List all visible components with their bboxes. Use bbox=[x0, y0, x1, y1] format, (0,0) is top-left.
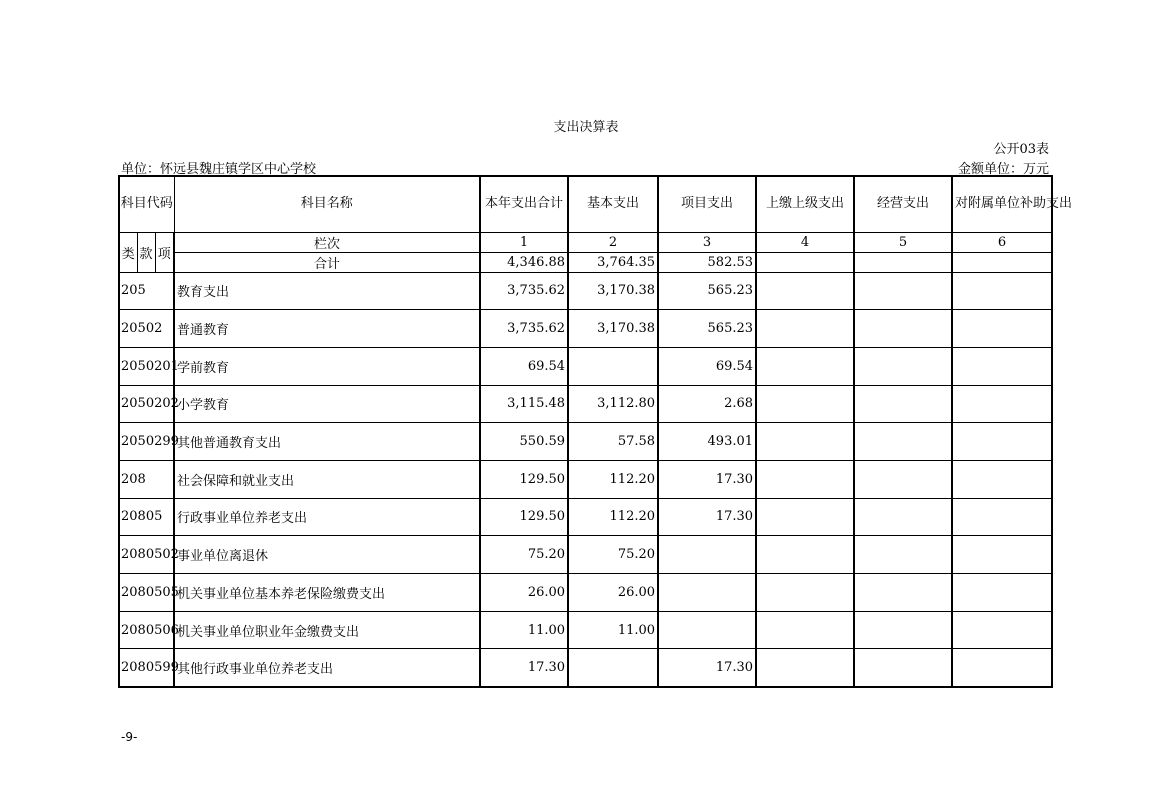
amount-cell bbox=[854, 310, 952, 348]
subject-code: 2080599 bbox=[119, 649, 174, 687]
subject-name: 普通教育 bbox=[174, 310, 480, 348]
column-number: 1 bbox=[480, 232, 568, 252]
column-index-label: 栏次 bbox=[174, 232, 480, 252]
total-value: 582.53 bbox=[658, 252, 756, 272]
subject-name: 教育支出 bbox=[174, 272, 480, 310]
amount-cell bbox=[854, 460, 952, 498]
amount-cell: 3,115.48 bbox=[480, 385, 568, 423]
header-xiang: 项 bbox=[155, 232, 174, 272]
amount-cell: 2.68 bbox=[658, 385, 756, 423]
amount-cell: 3,170.38 bbox=[568, 310, 658, 348]
amount-cell bbox=[568, 347, 658, 385]
amount-cell: 129.50 bbox=[480, 460, 568, 498]
amount-cell bbox=[952, 423, 1052, 461]
amount-cell bbox=[854, 385, 952, 423]
header-col-5: 经营支出 bbox=[854, 176, 952, 232]
amount-cell bbox=[756, 347, 854, 385]
header-subject-code: 科目代码 bbox=[119, 176, 174, 232]
amount-cell: 550.59 bbox=[480, 423, 568, 461]
header-lei: 类 bbox=[119, 232, 137, 272]
subject-name: 学前教育 bbox=[174, 347, 480, 385]
total-value: 4,346.88 bbox=[480, 252, 568, 272]
page-number: -9- bbox=[121, 730, 138, 744]
amount-cell bbox=[658, 536, 756, 574]
amount-cell bbox=[952, 574, 1052, 612]
amount-cell: 26.00 bbox=[568, 574, 658, 612]
amount-cell bbox=[658, 574, 756, 612]
subject-code: 205 bbox=[119, 272, 174, 310]
subject-code: 2050202 bbox=[119, 385, 174, 423]
amount-cell: 69.54 bbox=[658, 347, 756, 385]
subject-code: 208 bbox=[119, 460, 174, 498]
amount-cell bbox=[756, 385, 854, 423]
subject-name: 小学教育 bbox=[174, 385, 480, 423]
amount-cell bbox=[854, 498, 952, 536]
header-col-6: 对附属单位补助支出 bbox=[952, 176, 1052, 232]
table-row bbox=[119, 423, 1052, 461]
amount-unit: 金额单位：万元 bbox=[957, 162, 1049, 177]
subject-code: 20502 bbox=[119, 310, 174, 348]
subject-code: 2080505 bbox=[119, 574, 174, 612]
subject-name: 社会保障和就业支出 bbox=[174, 460, 480, 498]
column-number: 4 bbox=[756, 232, 854, 252]
column-number: 6 bbox=[952, 232, 1052, 252]
amount-cell: 112.20 bbox=[568, 460, 658, 498]
amount-cell bbox=[756, 423, 854, 461]
column-number: 3 bbox=[658, 232, 756, 252]
amount-cell bbox=[854, 347, 952, 385]
amount-cell: 17.30 bbox=[658, 460, 756, 498]
table-row bbox=[119, 347, 1052, 385]
amount-cell: 17.30 bbox=[658, 649, 756, 687]
table-row bbox=[119, 649, 1052, 687]
table-row bbox=[119, 272, 1052, 310]
total-value: 3,764.35 bbox=[568, 252, 658, 272]
amount-cell: 565.23 bbox=[658, 272, 756, 310]
table-row bbox=[119, 574, 1052, 612]
amount-cell: 17.30 bbox=[658, 498, 756, 536]
subject-name: 其他行政事业单位养老支出 bbox=[174, 649, 480, 687]
header-col-4: 上缴上级支出 bbox=[756, 176, 854, 232]
table-row bbox=[119, 536, 1052, 574]
amount-cell bbox=[952, 649, 1052, 687]
amount-cell: 75.20 bbox=[480, 536, 568, 574]
amount-cell: 3,735.62 bbox=[480, 272, 568, 310]
subject-code: 2050201 bbox=[119, 347, 174, 385]
table-row bbox=[119, 460, 1052, 498]
total-value bbox=[756, 252, 854, 272]
amount-cell: 57.58 bbox=[568, 423, 658, 461]
amount-cell: 112.20 bbox=[568, 498, 658, 536]
amount-cell bbox=[756, 460, 854, 498]
header-col-3: 项目支出 bbox=[658, 176, 756, 232]
table-row bbox=[119, 310, 1052, 348]
header-kuan: 款 bbox=[137, 232, 155, 272]
header-subject-name: 科目名称 bbox=[174, 176, 480, 232]
amount-cell: 129.50 bbox=[480, 498, 568, 536]
subject-code: 2050299 bbox=[119, 423, 174, 461]
amount-cell bbox=[756, 310, 854, 348]
amount-cell: 69.54 bbox=[480, 347, 568, 385]
subject-code: 2080506 bbox=[119, 611, 174, 649]
subject-name: 机关事业单位职业年金缴费支出 bbox=[174, 611, 480, 649]
amount-cell: 75.20 bbox=[568, 536, 658, 574]
amount-cell bbox=[756, 574, 854, 612]
header-col-1: 本年支出合计 bbox=[480, 176, 568, 232]
subject-code: 2080502 bbox=[119, 536, 174, 574]
subject-name: 机关事业单位基本养老保险缴费支出 bbox=[174, 574, 480, 612]
amount-cell: 3,112.80 bbox=[568, 385, 658, 423]
expenditure-table bbox=[118, 175, 1073, 688]
amount-cell bbox=[952, 347, 1052, 385]
unit-name: 单位：怀远县魏庄镇学区中心学校 bbox=[121, 162, 317, 177]
amount-cell: 3,735.62 bbox=[480, 310, 568, 348]
header-col-2: 基本支出 bbox=[568, 176, 658, 232]
amount-cell bbox=[952, 272, 1052, 310]
total-value bbox=[854, 252, 952, 272]
amount-cell bbox=[756, 498, 854, 536]
subject-code: 20805 bbox=[119, 498, 174, 536]
table-row bbox=[119, 498, 1052, 536]
amount-cell: 11.00 bbox=[568, 611, 658, 649]
amount-cell: 26.00 bbox=[480, 574, 568, 612]
column-number: 2 bbox=[568, 232, 658, 252]
form-number: 公开03表 bbox=[993, 142, 1049, 157]
amount-cell bbox=[854, 536, 952, 574]
amount-cell bbox=[854, 423, 952, 461]
table-row bbox=[119, 385, 1052, 423]
amount-cell bbox=[854, 611, 952, 649]
amount-cell: 17.30 bbox=[480, 649, 568, 687]
amount-cell bbox=[854, 272, 952, 310]
amount-cell bbox=[952, 498, 1052, 536]
amount-cell: 3,170.38 bbox=[568, 272, 658, 310]
amount-cell bbox=[952, 310, 1052, 348]
amount-cell bbox=[952, 385, 1052, 423]
table-row bbox=[119, 611, 1052, 649]
subject-name: 事业单位离退休 bbox=[174, 536, 480, 574]
total-label: 合计 bbox=[174, 252, 480, 272]
amount-cell bbox=[952, 460, 1052, 498]
amount-cell bbox=[952, 536, 1052, 574]
subject-name: 其他普通教育支出 bbox=[174, 423, 480, 461]
amount-cell bbox=[854, 574, 952, 612]
amount-cell: 11.00 bbox=[480, 611, 568, 649]
amount-cell bbox=[568, 649, 658, 687]
amount-cell bbox=[952, 611, 1052, 649]
total-value bbox=[952, 252, 1052, 272]
subject-name: 行政事业单位养老支出 bbox=[174, 498, 480, 536]
amount-cell bbox=[854, 649, 952, 687]
amount-cell bbox=[756, 611, 854, 649]
amount-cell: 493.01 bbox=[658, 423, 756, 461]
column-number: 5 bbox=[854, 232, 952, 252]
report-title: 支出决算表 bbox=[553, 120, 619, 135]
amount-cell bbox=[756, 536, 854, 574]
amount-cell bbox=[658, 611, 756, 649]
amount-cell bbox=[756, 272, 854, 310]
amount-cell bbox=[756, 649, 854, 687]
amount-cell: 565.23 bbox=[658, 310, 756, 348]
